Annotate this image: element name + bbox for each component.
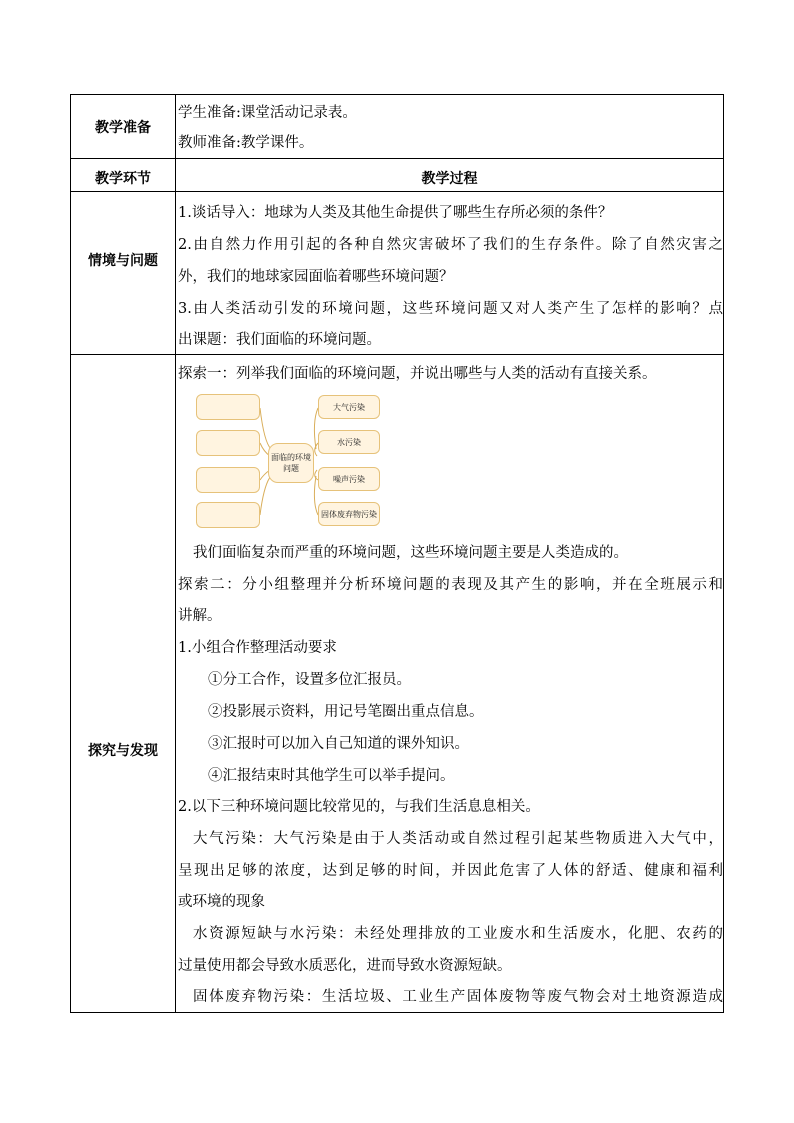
explore-line: 呈现出足够的浓度，达到足够的时间，并因此危害了人体的舒适、健康和福利	[178, 863, 723, 879]
explore-line: 固体废弃物污染：生活垃圾、工业生产固体废物等废气物会对土地资源造成	[193, 989, 723, 1005]
explore-line: 大气污染：大气污染是由于人类活动或自然过程引起某些物质进入大气中，	[193, 831, 723, 847]
situation-label: 情境与问题	[88, 253, 158, 269]
explore-label: 探究与发现	[88, 743, 158, 759]
center-node: 面临的环境问题	[268, 443, 314, 483]
connector-line	[260, 476, 271, 515]
explore-line: 探索二：分小组整理并分析环境问题的表现及其产生的影响，并在全班展示和	[178, 577, 723, 593]
blank-box	[196, 467, 260, 493]
connector-line	[260, 408, 271, 449]
lesson-plan-table	[70, 94, 724, 1013]
blank-box	[196, 394, 260, 420]
blank-box	[196, 502, 260, 528]
explore-line: 2.以下三种环境问题比较常见的，与我们生活息息相关。	[178, 799, 540, 815]
prep-teacher: 教师准备:教学课件。	[178, 135, 314, 151]
explore-line: 过量使用都会导致水质恶化，进而导致水资源短缺。	[178, 958, 512, 974]
situation-line: 出课题：我们面临的环境问题。	[178, 332, 381, 348]
explore-line: ②投影展示资料，用记号笔圈出重点信息。	[208, 704, 484, 720]
header-stage: 教学环节	[95, 171, 151, 187]
situation-line: 2.由自然力作用引起的各种自然灾害破坏了我们的生存条件。除了自然灾害之	[178, 237, 723, 253]
node-noise-pollution: 噪声污染	[318, 467, 380, 491]
situation-line: 1.谈话导入：地球为人类及其他生命提供了哪些生存所必须的条件？	[178, 205, 613, 221]
node-air-pollution: 大气污染	[318, 395, 380, 419]
environment-mind-map	[194, 392, 386, 532]
node-solid-waste-pollution: 固体废弃物污染	[318, 502, 380, 526]
explore-line: 或环境的现象	[178, 894, 265, 910]
row-divider	[71, 354, 723, 355]
explore-line: ③汇报时可以加入自己知道的课外知识。	[208, 736, 469, 752]
column-divider	[175, 95, 176, 1012]
row-divider	[71, 191, 723, 192]
explore-line: ④汇报结束时其他学生可以举手提问。	[208, 768, 455, 784]
row-divider	[71, 158, 723, 159]
situation-line: 外，我们的地球家园面临着哪些环境问题？	[178, 269, 454, 285]
header-process: 教学过程	[421, 171, 478, 187]
explore-line: 1.小组合作整理活动要求	[178, 640, 337, 656]
explore-line: 我们面临复杂而严重的环境问题，这些环境问题主要是人类造成的。	[193, 545, 628, 561]
prep-student: 学生准备:课堂活动记录表。	[178, 105, 357, 121]
explore-line: 水资源短缺与水污染：未经处理排放的工业废水和生活废水，化肥、农药的	[193, 926, 723, 942]
situation-line: 3.由人类活动引发的环境问题，这些环境问题又对人类产生了怎样的影响？点	[178, 301, 723, 317]
explore-line: 探索一：列举我们面临的环境问题，并说出哪些与人类的活动有直接关系。	[178, 366, 657, 382]
prep-label: 教学准备	[95, 120, 151, 136]
blank-box	[196, 430, 260, 456]
explore-line: ①分工合作，设置多位汇报员。	[208, 672, 411, 688]
explore-line: 讲解。	[178, 608, 222, 624]
node-water-pollution: 水污染	[318, 430, 380, 454]
